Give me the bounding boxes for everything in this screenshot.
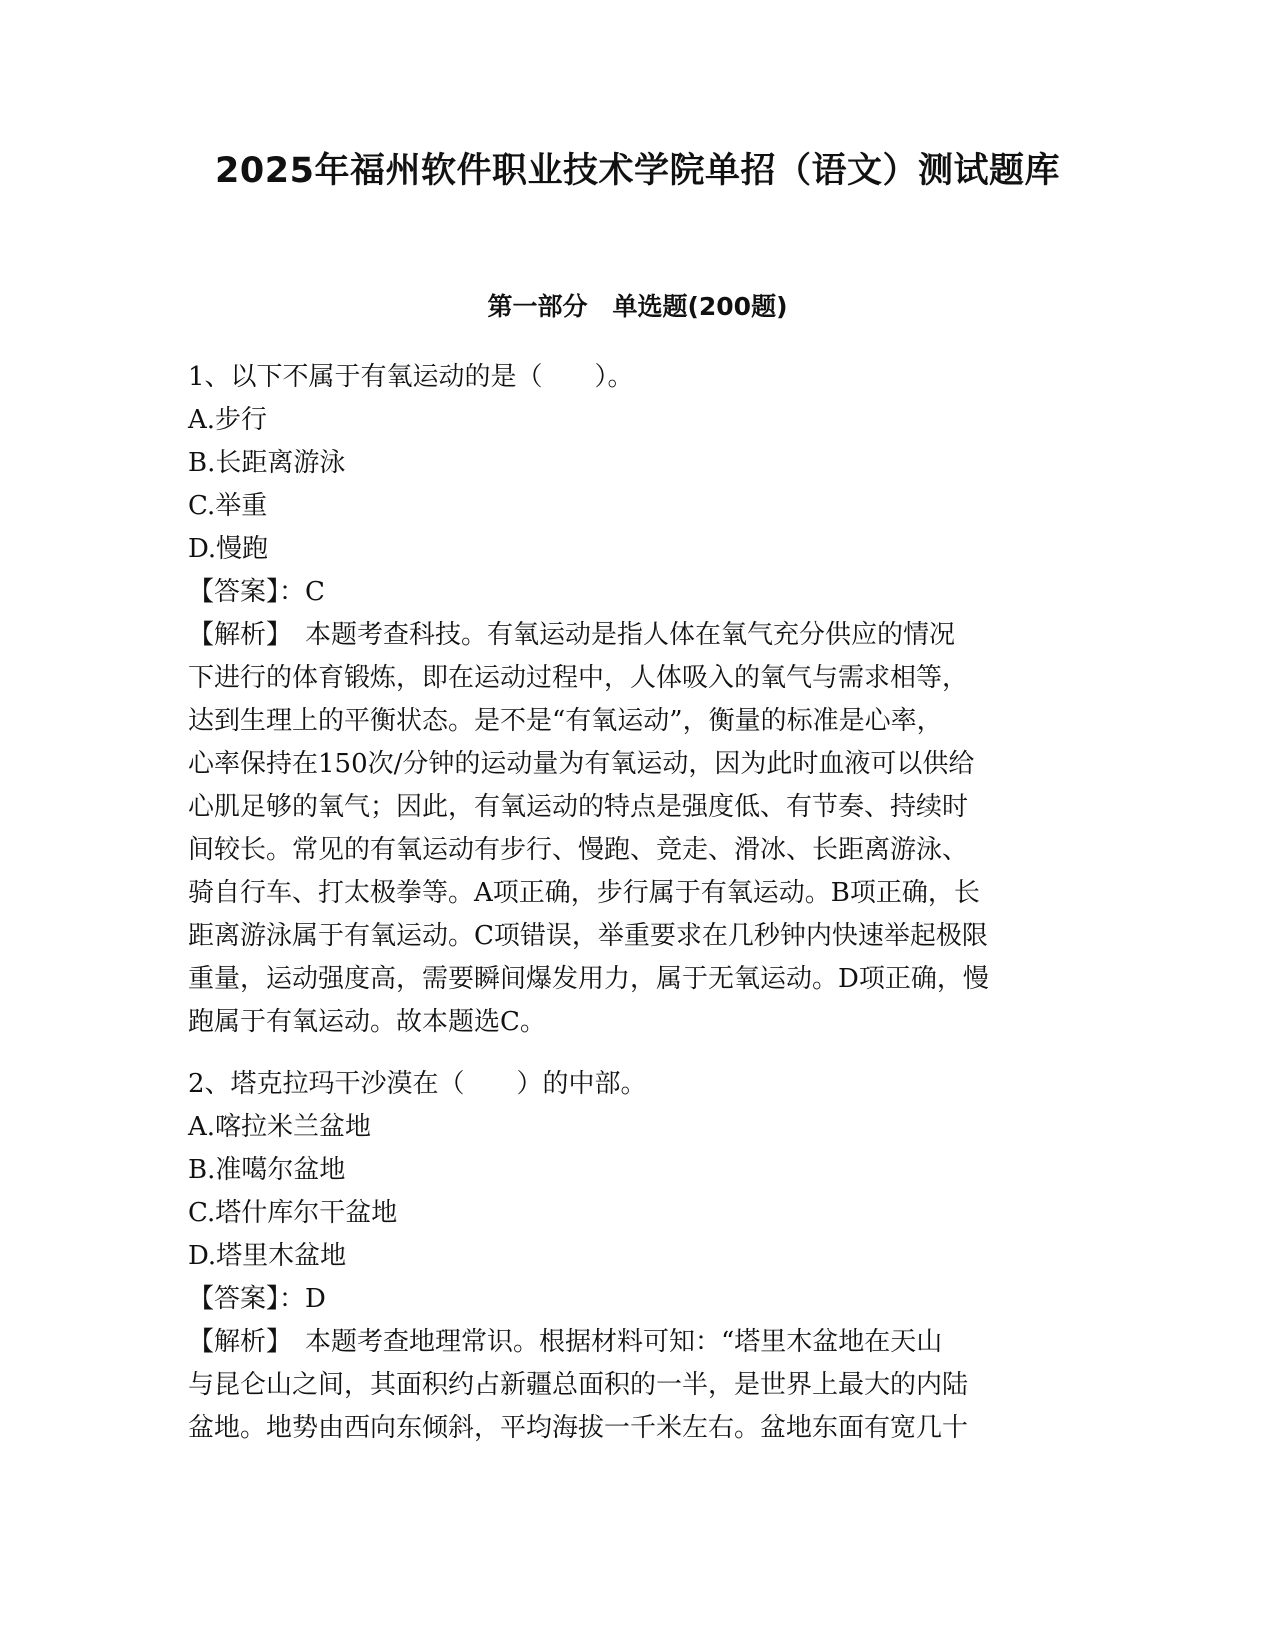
analysis-line: 达到生理上的平衡状态。是不是“有氧运动”，衡量的标准是心率， xyxy=(188,706,943,736)
analysis-line: 【解析】 本题考查地理常识。根据材料可知：“塔里木盆地在天山 xyxy=(188,1327,943,1357)
question-spacer xyxy=(188,1044,1088,1063)
analysis-line: 心率保持在150次/分钟的运动量为有氧运动，因为此时血液可以供给 xyxy=(188,749,975,779)
section-title: 第一部分 单选题(200题) xyxy=(487,292,788,321)
analysis-line: 间较长。常见的有氧运动有步行、慢跑、竞走、滑冰、长距离游泳、 xyxy=(188,835,969,865)
question-stem: 2、塔克拉玛干沙漠在（ ）的中部。 xyxy=(188,1069,647,1099)
analysis-line: 【解析】 本题考查科技。有氧运动是指人体在氧气充分供应的情况 xyxy=(188,620,956,650)
answer-line: 【答案】：D xyxy=(188,1284,326,1314)
analysis-line: 心肌足够的氧气；因此，有氧运动的特点是强度低、有节奏、持续时 xyxy=(188,792,969,822)
analysis-line: 重量，运动强度高，需要瞬间爆发用力，属于无氧运动。D项正确，慢 xyxy=(188,964,989,994)
option-b: B.准噶尔盆地 xyxy=(188,1155,346,1185)
analysis-line: 骑自行车、打太极拳等。A项正确，步行属于有氧运动。B项正确，长 xyxy=(188,878,980,908)
analysis xyxy=(188,1321,1088,1450)
question-1 xyxy=(188,356,1088,1044)
question-list xyxy=(188,356,1088,1450)
answer-line: 【答案】：C xyxy=(188,577,325,607)
option-d: D.塔里木盆地 xyxy=(188,1241,347,1271)
question-stem: 1、以下不属于有氧运动的是（ ）。 xyxy=(188,362,634,392)
analysis-line: 距离游泳属于有氧运动。C项错误，举重要求在几秒钟内快速举起极限 xyxy=(188,921,988,951)
option-d: D.慢跑 xyxy=(188,534,269,564)
analysis xyxy=(188,614,1088,1044)
option-c: C.举重 xyxy=(188,491,268,521)
document-title: 2025年福州软件职业技术学院单招（语文）测试题库 xyxy=(215,151,1060,191)
question-2 xyxy=(188,1063,1088,1450)
analysis-line: 跑属于有氧运动。故本题选C。 xyxy=(188,1007,546,1037)
option-b: B.长距离游泳 xyxy=(188,448,346,478)
analysis-line: 盆地。地势由西向东倾斜，平均海拔一千米左右。盆地东面有宽几十 xyxy=(188,1413,969,1443)
analysis-line: 与昆仑山之间，其面积约占新疆总面积的一半，是世界上最大的内陆 xyxy=(188,1370,969,1400)
option-a: A.步行 xyxy=(188,405,268,435)
analysis-line: 下进行的体育锻炼，即在运动过程中，人体吸入的氧气与需求相等， xyxy=(188,663,969,693)
option-a: A.喀拉米兰盆地 xyxy=(188,1112,372,1142)
option-c: C.塔什库尔干盆地 xyxy=(188,1198,398,1228)
